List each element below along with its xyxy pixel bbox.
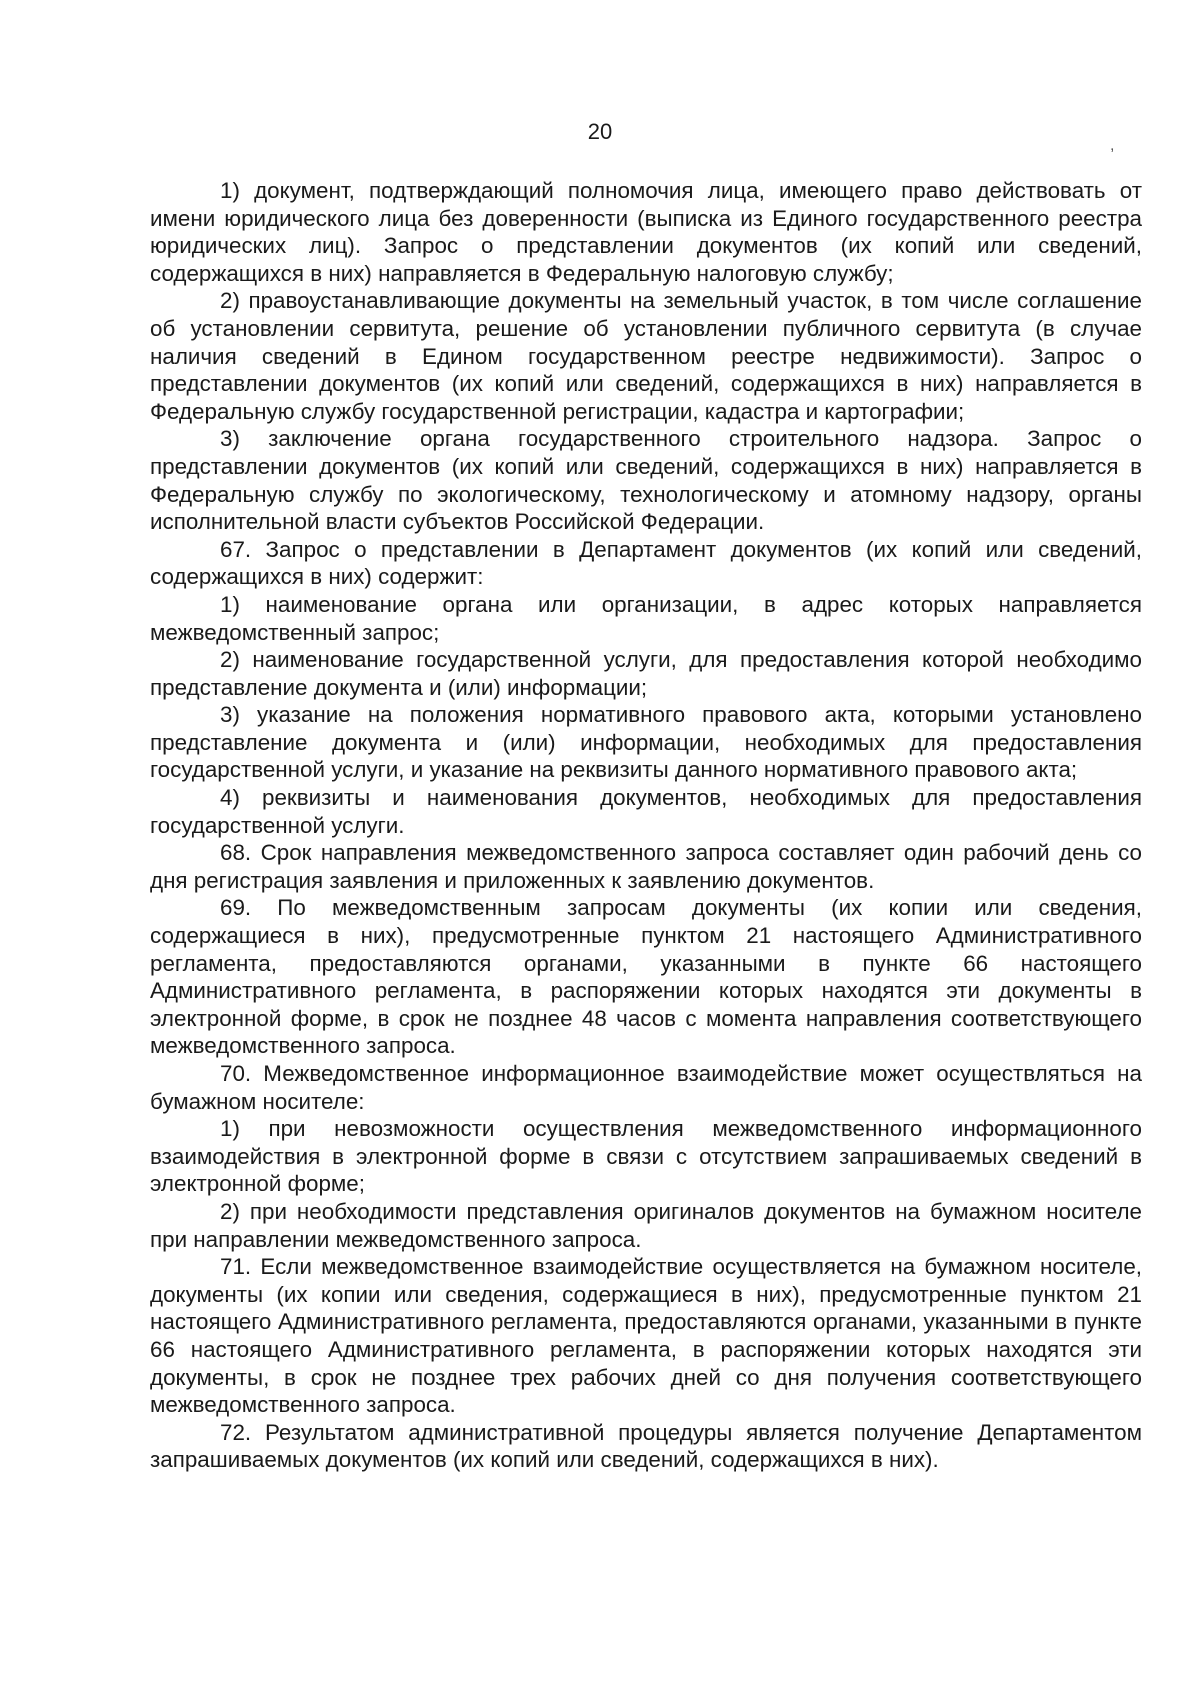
page-number: 20	[587, 119, 613, 144]
paragraph-item-1-fns-request: 1) документ, подтверждающий полномочия лица, имеющего право действовать от имени юридического лица без доверенности (выписка из Единого государственного реестра юридических лиц). Запрос о представлении документов (их копий или сведений, содержащихся в них) направляется в Федеральную налоговую службу;	[150, 178, 1142, 286]
paragraph-71: 71. Если межведомственное взаимодействие осуществляется на бумажном носителе, документы (их копии или сведения, содержащиеся в них), предусмотренные пунктом 21 настоящего Административного регламента, предоставляются органами, указанными в пункте 66 настоящего Административного регламента, в распоряжении которых находятся эти документы, в срок не позднее трех рабочих дней со дня получения соответствующего межведомственного запроса.	[150, 1254, 1142, 1418]
paragraph-68: 68. Срок направления межведомственного запроса составляет один рабочий день со дня регистрация заявления и приложенных к заявлению документов.	[150, 840, 1142, 893]
paragraph-item-2-land-documents: 2) правоустанавливающие документы на земельный участок, в том числе соглашение об установлении сервитута, решение об установлении публичного сервитута (в случае наличия сведений в Едином государственном реестре недвижимости). Запрос о представлении документов (их копий или сведений, содержащихся в них) направляется в Федеральную службу государственной регистрации, кадастра и картографии;	[150, 288, 1142, 424]
scan-speck: ,	[1110, 137, 1115, 154]
paragraph-70-item-2: 2) при необходимости представления оригиналов документов на бумажном носителе при направлении межведомственного запроса.	[150, 1198, 1142, 1252]
paragraph-70: 70. Межведомственное информационное взаимодействие может осуществляться на бумажном носителе:	[150, 1061, 1142, 1114]
paragraph-67-item-1: 1) наименование органа или организации, в адрес которых направляется межведомственный запрос;	[150, 591, 1142, 645]
paragraph-67-item-4: 4) реквизиты и наименования документов, необходимых для предоставления государственной услуги.	[150, 785, 1142, 838]
paragraph-item-3-construction-supervision: 3) заключение органа государственного строительного надзора. Запрос о представлении документов (их копий или сведений, содержащихся в них) направляется в Федеральную службу по экологическому, технологическому и атомному надзору, органы исполнительной власти субъектов Российской Федерации.	[150, 426, 1142, 535]
paragraph-69: 69. По межведомственным запросам документы (их копии или сведения, содержащиеся в них), предусмотренные пунктом 21 настоящего Административного регламента, предоставляются органами, указанными в пункте 66 настоящего Административного регламента, в распоряжении которых находятся эти документы в электронной форме, в срок не позднее 48 часов с момента направления соответствующего межведомственного запроса.	[150, 895, 1142, 1059]
paragraph-67: 67. Запрос о представлении в Департамент документов (их копий или сведений, содержащихся в них) содержит:	[150, 536, 1142, 590]
paragraph-72: 72. Результатом административной процедуры является получение Департаментом запрашиваемых документов (их копий или сведений, содержащихся в них).	[150, 1419, 1142, 1473]
document-body	[150, 177, 1142, 1474]
paragraph-67-item-3: 3) указание на положения нормативного правового акта, которыми установлено представление документа и (или) информации, необходимых для предоставления государственной услуги, и указание на реквизиты данного нормативного правового акта;	[150, 702, 1142, 783]
paragraph-70-item-1: 1) при невозможности осуществления межведомственного информационного взаимодействия в электронной форме в связи с отсутствием запрашиваемых сведений в электронной форме;	[150, 1116, 1142, 1197]
paragraph-67-item-2: 2) наименование государственной услуги, для предоставления которой необходимо представление документа и (или) информации;	[150, 647, 1142, 700]
